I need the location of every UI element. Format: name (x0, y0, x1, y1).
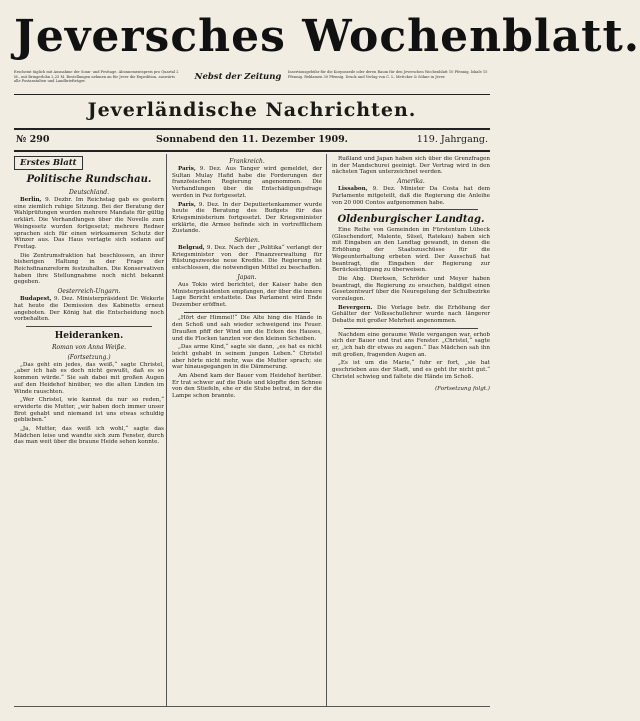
section-heading: Oldenburgischer Landtag. (337, 214, 485, 226)
header-center-note: Nebst der Zeitung (194, 72, 282, 82)
dateline: Lissabon, (338, 186, 368, 193)
subsection-heading: Japan. (237, 273, 257, 281)
header-rule-bottom (14, 150, 490, 152)
article-text: 9. Dez. Aus Tanger wird gemeldet, der Sultan Mulay Hafid habe die Forderungen der französischen Regierung angenommen. Die Verhandlungen über die Entschädigungsfrage werden in Fez fortgesetzt. (172, 166, 323, 199)
issue-row (14, 131, 490, 149)
subsection-heading: Frankreich. (229, 158, 265, 165)
article-paragraph: Die Zentrumsfraktion hat beschlossen, an ihrer bisherigen Haltung in der Frage der Reichsfinanzreform festzuhalten. Die Konservativen haben ihre Stellungnahme noch nicht bekannt gegeben. (14, 252, 164, 286)
divider (344, 328, 478, 329)
divider (184, 312, 310, 313)
subtitle: Jeverländische Nachrichten. (87, 99, 417, 121)
dateline: Bevergern. (338, 304, 373, 311)
feuilleton-author: Roman von Anna Weiße. (51, 343, 127, 351)
dateline: Paris, (178, 201, 196, 208)
subsection-heading: Amerika. (397, 178, 425, 186)
continuation-note: (Fortsetzung folgt.) (434, 386, 490, 393)
article-paragraph (172, 166, 322, 200)
divider (344, 209, 478, 210)
article-paragraph: Eine Reihe von Gemeinden im Fürstentum Lübeck (Gleschendorf, Malente, Süsel, Ratekau) haben sich mit Eingaben an den Landtag gewandt, in denen die Erhöhung der Staatszuschüsse für die Wegeunterhaltung erbeten wird. Der Ausschuß hat beantragt, die Eingaben der Regierung zur Berücksichtigung zu überweisen. (332, 227, 490, 274)
story-paragraph: „Ja, Mutter, das weiß ich wohl,“ sagte das Mädchen leise und wandte sich zum Fenster, durch das man weit über die braune Heide sehen konnte. (14, 426, 164, 446)
article-text: 9. Dez. In der Deputiertenkammer wurde heute die Beratung des Budgets für das Kriegsministerium fortgesetzt. Der Kriegsminister erklärte, die Armee befinde sich in vortrefflichem Zustande. (172, 201, 323, 235)
article-paragraph (14, 296, 164, 323)
dateline: Belgrad, (178, 245, 205, 252)
subscription-note: Erscheint täglich mit Ausnahme der Sonn- und Festtage. Abonnementspreis pro Quartal 2 M., mit Bringerlohn 2,25 M. Bestellungen nehmen an für Jever die Expedition, auswärts alle Postanstalten und Landbriefträger. (14, 70, 179, 83)
feuilleton-note: (Fortsetzung.) (67, 353, 111, 361)
story-paragraph: „Das arme Kind,“ sagte sie dann, „es hat es nicht leicht gehabt in seinem jungen Leben.“ Christel aber hörte nicht mehr, was die Mutter sprach; sie war hinausgegangen in die Dämmerung. (172, 344, 322, 371)
story-paragraph: „Hört der Himmel!“ Die Alte hing die Hände in den Schoß und sah wieder schweigend ins Feuer. Draußen pfiff der Wind um die Ecken des Hauses, und die Flocken tanzten vor den kleinen Scheiben. (172, 315, 322, 342)
article-text: 9. Dez. Minister Da Costa hat dem Parlamente mitgeteilt, daß die Regierung die Anleihe von 20 000 Contos aufgenommen habe. (332, 186, 490, 206)
story-paragraph: „Das geht ein jedes, das weiß,“ sagte Christel, „aber ich hab es doch nicht gewußt, daß es so kommen würde.“ Sie sah dabei mit großen Augen auf den Heidehof hinüber, wo die alten Linden im Winde rauschten. (14, 361, 164, 395)
dateline: Budapest, (20, 296, 52, 303)
footer-rule (14, 706, 490, 707)
story-paragraph: Am Abend kam der Bauer vom Heidehof herüber. Er trat schwer auf die Diele und klopfte den Schnee von den Stiefeln, ehe er die Stube betrat, in der die Lampe schon brannte. (172, 373, 322, 400)
article-paragraph: Die Abg. Dierksen, Schröder und Meyer haben beantragt, die Regierung zu ersuchen, baldigst einen Gesetzentwurf über die Neuregelung der Schulbezirke vorzulegen. (332, 275, 490, 303)
article-paragraph (172, 202, 322, 236)
section-box-title: Erstes Blatt (14, 156, 83, 170)
header-rule-mid (14, 128, 490, 130)
insertion-note: Insertionsgebühr für die Korpuszeile oder deren Raum für den Jeverschen Wochenblatt 10 Pfennig, lokale 15 Pfennig. Reklamen 30 Pfennig. Druck und Verlag von C. L. Mettcker & Söhne in Jever. (288, 70, 488, 79)
article-text: 9. Dez. Nach der „Politika“ verlangt der Kriegsminister von der Finanzverwaltung für Rüstungszwecke neue Kredite. Die Regierung ist entschlossen, die notwendigen Mittel zu beschaffen. (172, 245, 323, 272)
column-3 (332, 156, 490, 704)
story-paragraph: „Es ist um die Marie,“ fuhr er fort, „sie hat geschrieben aus der Stadt, und es geht ihr nicht gut.“ Christel schwieg und faltete die Hände im Schoß. (332, 360, 490, 380)
subsection-heading: Serbien. (234, 237, 260, 245)
article-paragraph: Rußland und Japan haben sich über die Grenzfragen in der Mandschurei geeinigt. Der Vertrag wird in den nächsten Tagen unterzeichnet werden. (332, 156, 490, 176)
story-paragraph: „Wer Christel, wie kannst du nur so reden,“ erwiderte die Mutter, „wir haben doch immer unser Brot gehabt und niemand ist uns etwas schuldig geblieben.“ (14, 397, 164, 424)
issue-date: Sonnabend den 11. Dezember 1909. (156, 134, 348, 145)
column-2 (172, 156, 322, 704)
column-divider (326, 154, 327, 706)
column-divider (166, 154, 167, 706)
dateline: Berlin, (20, 197, 42, 203)
article-text: 9. Dezbr. Im Reichstag gab es gestern eine ziemlich ruhige Sitzung. Bei der Beratung der Wahlprüfungen wurden mehrere Mandate für gültig erklärt. Die Verhandlungen über die Novelle zum Weingesetz wurden fortgesetzt; mehrere Redner sprachen sich für einen wirksameren Schutz der Winzer aus. Das Haus vertagte sich sodann auf Freitag. (14, 197, 164, 250)
article-paragraph (332, 305, 490, 325)
article-paragraph: Aus Tokio wird berichtet, der Kaiser habe den Ministerpräsidenten empfangen, der über die innere Lage Bericht erstattete. Das Parlament wird Ende Dezember eröffnet. (172, 281, 322, 308)
issue-number: № 290 (16, 134, 50, 145)
subsection-heading: Oesterreich-Ungarn. (57, 288, 121, 296)
article-paragraph (14, 197, 164, 251)
divider (26, 326, 152, 327)
issue-year: 119. Jahrgang. (416, 134, 488, 145)
article-paragraph (332, 186, 490, 206)
header-rule-top (14, 94, 490, 95)
feuilleton-title: Heideranken. (54, 330, 124, 341)
masthead-title: Jeversches Wochenblatt. (14, 11, 640, 62)
section-heading: Politische Rundschau. (26, 174, 152, 185)
story-paragraph: Nachdem eine geraume Weile vergangen war, erhob sich der Bauer und trat ans Fenster. „Christel,“ sagte er, „ich hab dir etwas zu sagen.“ Das Mädchen sah ihn mit großen, fragenden Augen an. (332, 331, 490, 358)
article-paragraph (172, 245, 322, 272)
article-text: 9. Dez. Ministerpräsident Dr. Wekerle hat heute die Demission des Kabinetts erneut angeboten. Der König hat die Entscheidung noch vorbehalten. (14, 296, 164, 323)
article-text: Die Vorlage betr. die Erhöhung der Gehälter der Volksschullehrer wurde nach längerer Debatte mit großer Mehrheit angenommen. (332, 304, 490, 325)
subsection-heading: Deutschland. (68, 189, 110, 196)
column-1 (14, 156, 164, 704)
dateline: Paris, (178, 166, 196, 172)
